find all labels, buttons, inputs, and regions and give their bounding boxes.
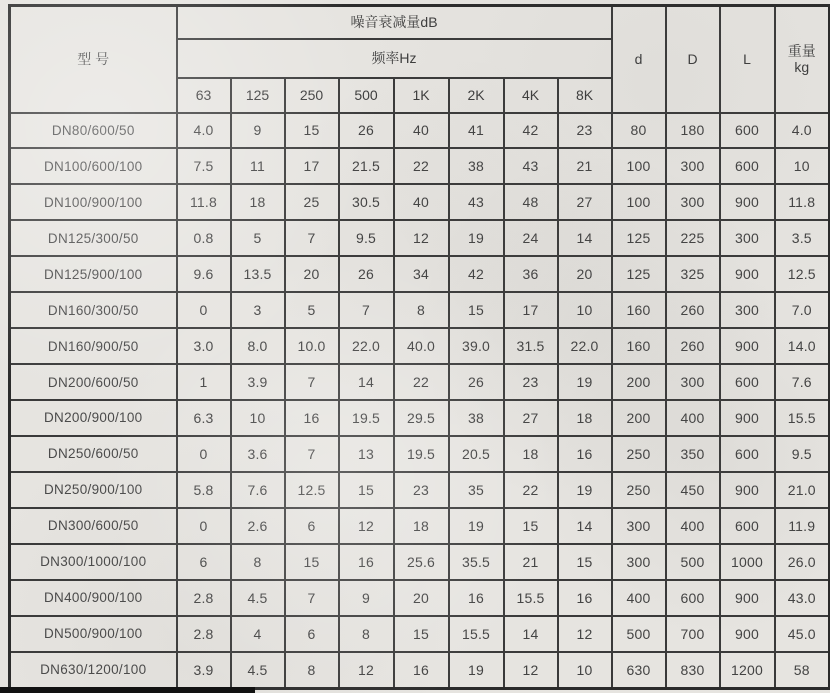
value-cell: 23 xyxy=(504,364,558,400)
value-cell: 8 xyxy=(285,652,339,689)
value-cell: 900 xyxy=(720,184,775,220)
value-cell: 7 xyxy=(339,292,394,328)
freq-col-125: 125 xyxy=(231,78,285,113)
table-row xyxy=(10,256,830,292)
value-cell: 16 xyxy=(558,436,612,472)
value-cell: 7 xyxy=(285,364,339,400)
model-cell: DN300/600/50 xyxy=(10,508,177,544)
value-cell: 9 xyxy=(231,113,285,149)
value-cell: 34 xyxy=(394,256,449,292)
value-cell: 25.6 xyxy=(394,544,449,580)
value-cell: 26.0 xyxy=(775,544,830,580)
value-cell: 900 xyxy=(720,616,775,652)
value-cell: 11.8 xyxy=(177,184,231,220)
value-cell: 20 xyxy=(558,256,612,292)
value-cell: 43.0 xyxy=(775,580,830,616)
table-row xyxy=(10,148,830,184)
value-cell: 29.5 xyxy=(394,400,449,436)
value-cell: 41 xyxy=(449,113,504,149)
value-cell: 19 xyxy=(558,364,612,400)
value-cell: 7.0 xyxy=(775,292,830,328)
value-cell: 26 xyxy=(449,364,504,400)
value-cell: 18 xyxy=(394,508,449,544)
model-cell: DN160/900/50 xyxy=(10,328,177,364)
value-cell: 21.0 xyxy=(775,472,830,508)
value-cell: 3.5 xyxy=(775,220,830,256)
value-cell: 45.0 xyxy=(775,616,830,652)
value-cell: 36 xyxy=(504,256,558,292)
value-cell: 6 xyxy=(285,616,339,652)
table-row xyxy=(10,184,830,220)
value-cell: 250 xyxy=(612,472,666,508)
value-cell: 1 xyxy=(177,364,231,400)
value-cell: 18 xyxy=(231,184,285,220)
value-cell: 40 xyxy=(394,113,449,149)
value-cell: 1000 xyxy=(720,544,775,580)
value-cell: 260 xyxy=(666,328,720,364)
value-cell: 15 xyxy=(285,544,339,580)
value-cell: 300 xyxy=(666,148,720,184)
value-cell: 600 xyxy=(666,580,720,616)
value-cell: 16 xyxy=(285,400,339,436)
value-cell: 15 xyxy=(558,544,612,580)
value-cell: 900 xyxy=(720,400,775,436)
value-cell: 900 xyxy=(720,256,775,292)
value-cell: 600 xyxy=(720,148,775,184)
model-cell: DN500/900/100 xyxy=(10,616,177,652)
value-cell: 3.9 xyxy=(177,652,231,689)
value-cell: 14 xyxy=(558,220,612,256)
value-cell: 8 xyxy=(231,544,285,580)
model-cell: DN80/600/50 xyxy=(10,113,177,149)
freq-col-1k: 1K xyxy=(394,78,449,113)
value-cell: 600 xyxy=(720,113,775,149)
value-cell: 300 xyxy=(612,544,666,580)
value-cell: 900 xyxy=(720,472,775,508)
value-cell: 500 xyxy=(666,544,720,580)
value-cell: 300 xyxy=(666,184,720,220)
value-cell: 200 xyxy=(612,400,666,436)
value-cell: 4.5 xyxy=(231,580,285,616)
value-cell: 16 xyxy=(558,580,612,616)
L-column-header: L xyxy=(720,6,775,113)
value-cell: 125 xyxy=(612,256,666,292)
value-cell: 40 xyxy=(394,184,449,220)
value-cell: 19 xyxy=(558,472,612,508)
value-cell: 10 xyxy=(231,400,285,436)
model-cell: DN100/600/100 xyxy=(10,148,177,184)
value-cell: 0.8 xyxy=(177,220,231,256)
value-cell: 10 xyxy=(558,292,612,328)
value-cell: 19.5 xyxy=(394,436,449,472)
value-cell: 11.8 xyxy=(775,184,830,220)
value-cell: 16 xyxy=(339,544,394,580)
value-cell: 100 xyxy=(612,184,666,220)
value-cell: 19.5 xyxy=(339,400,394,436)
value-cell: 22 xyxy=(394,364,449,400)
value-cell: 160 xyxy=(612,328,666,364)
value-cell: 25 xyxy=(285,184,339,220)
table-body xyxy=(10,113,830,689)
value-cell: 22.0 xyxy=(558,328,612,364)
value-cell: 9.5 xyxy=(775,436,830,472)
table-row xyxy=(10,400,830,436)
value-cell: 6 xyxy=(285,508,339,544)
value-cell: 10.0 xyxy=(285,328,339,364)
value-cell: 5 xyxy=(231,220,285,256)
value-cell: 2.8 xyxy=(177,616,231,652)
value-cell: 19 xyxy=(449,652,504,689)
model-cell: DN250/900/100 xyxy=(10,472,177,508)
value-cell: 35 xyxy=(449,472,504,508)
table-row xyxy=(10,113,830,149)
value-cell: 900 xyxy=(720,580,775,616)
weight-label: 重量 xyxy=(787,43,816,60)
model-cell: DN400/900/100 xyxy=(10,580,177,616)
value-cell: 2.8 xyxy=(177,580,231,616)
value-cell: 19 xyxy=(449,508,504,544)
value-cell: 12.5 xyxy=(285,472,339,508)
value-cell: 8 xyxy=(394,292,449,328)
scan-artifact-bar xyxy=(0,687,255,693)
value-cell: 325 xyxy=(666,256,720,292)
attenuation-header: 噪音衰减量dB xyxy=(177,6,612,39)
value-cell: 6.3 xyxy=(177,400,231,436)
model-cell: DN300/1000/100 xyxy=(10,544,177,580)
model-cell: DN200/900/100 xyxy=(10,400,177,436)
value-cell: 21.5 xyxy=(339,148,394,184)
value-cell: 11.9 xyxy=(775,508,830,544)
value-cell: 26 xyxy=(339,256,394,292)
value-cell: 23 xyxy=(394,472,449,508)
value-cell: 300 xyxy=(612,508,666,544)
value-cell: 42 xyxy=(504,113,558,149)
value-cell: 15.5 xyxy=(775,400,830,436)
value-cell: 400 xyxy=(666,508,720,544)
value-cell: 12 xyxy=(558,616,612,652)
weight-unit: kg xyxy=(794,59,810,76)
freq-col-500: 500 xyxy=(339,78,394,113)
value-cell: 9.5 xyxy=(339,220,394,256)
value-cell: 7 xyxy=(285,580,339,616)
value-cell: 12 xyxy=(394,220,449,256)
value-cell: 20 xyxy=(285,256,339,292)
value-cell: 18 xyxy=(504,436,558,472)
value-cell: 42 xyxy=(449,256,504,292)
model-cell: DN125/900/100 xyxy=(10,256,177,292)
value-cell: 500 xyxy=(612,616,666,652)
value-cell: 4 xyxy=(231,616,285,652)
frequency-header: 频率Hz xyxy=(177,39,612,78)
value-cell: 400 xyxy=(612,580,666,616)
value-cell: 125 xyxy=(612,220,666,256)
value-cell: 12 xyxy=(504,652,558,689)
value-cell: 8.0 xyxy=(231,328,285,364)
value-cell: 22.0 xyxy=(339,328,394,364)
value-cell: 39.0 xyxy=(449,328,504,364)
value-cell: 15 xyxy=(285,113,339,149)
value-cell: 15.5 xyxy=(449,616,504,652)
value-cell: 10 xyxy=(558,652,612,689)
D-column-header: D xyxy=(666,6,720,113)
table-row xyxy=(10,472,830,508)
value-cell: 38 xyxy=(449,148,504,184)
value-cell: 4.0 xyxy=(177,113,231,149)
table-row xyxy=(10,220,830,256)
value-cell: 600 xyxy=(720,364,775,400)
weight-column-header xyxy=(775,6,830,113)
table-row xyxy=(10,580,830,616)
value-cell: 260 xyxy=(666,292,720,328)
value-cell: 3 xyxy=(231,292,285,328)
value-cell: 900 xyxy=(720,328,775,364)
value-cell: 27 xyxy=(558,184,612,220)
value-cell: 9.6 xyxy=(177,256,231,292)
value-cell: 18 xyxy=(558,400,612,436)
model-cell: DN630/1200/100 xyxy=(10,652,177,689)
value-cell: 3.6 xyxy=(231,436,285,472)
value-cell: 7 xyxy=(285,436,339,472)
value-cell: 11 xyxy=(231,148,285,184)
value-cell: 26 xyxy=(339,113,394,149)
value-cell: 22 xyxy=(504,472,558,508)
value-cell: 6 xyxy=(177,544,231,580)
value-cell: 4.5 xyxy=(231,652,285,689)
value-cell: 27 xyxy=(504,400,558,436)
value-cell: 300 xyxy=(720,220,775,256)
value-cell: 830 xyxy=(666,652,720,689)
value-cell: 400 xyxy=(666,400,720,436)
value-cell: 0 xyxy=(177,292,231,328)
value-cell: 13.5 xyxy=(231,256,285,292)
value-cell: 14 xyxy=(504,616,558,652)
value-cell: 7 xyxy=(285,220,339,256)
value-cell: 300 xyxy=(720,292,775,328)
spec-table xyxy=(8,4,830,690)
value-cell: 12 xyxy=(339,508,394,544)
table-row xyxy=(10,328,830,364)
value-cell: 38 xyxy=(449,400,504,436)
value-cell: 15 xyxy=(339,472,394,508)
value-cell: 3.0 xyxy=(177,328,231,364)
value-cell: 21 xyxy=(558,148,612,184)
value-cell: 48 xyxy=(504,184,558,220)
value-cell: 15.5 xyxy=(504,580,558,616)
value-cell: 12.5 xyxy=(775,256,830,292)
value-cell: 20 xyxy=(394,580,449,616)
value-cell: 8 xyxy=(339,616,394,652)
value-cell: 700 xyxy=(666,616,720,652)
value-cell: 80 xyxy=(612,113,666,149)
value-cell: 450 xyxy=(666,472,720,508)
table-row xyxy=(10,652,830,689)
value-cell: 3.9 xyxy=(231,364,285,400)
value-cell: 15 xyxy=(449,292,504,328)
table-row xyxy=(10,436,830,472)
value-cell: 15 xyxy=(504,508,558,544)
value-cell: 250 xyxy=(612,436,666,472)
value-cell: 4.0 xyxy=(775,113,830,149)
model-column-header: 型 号 xyxy=(10,6,177,113)
value-cell: 225 xyxy=(666,220,720,256)
freq-col-2k: 2K xyxy=(449,78,504,113)
value-cell: 13 xyxy=(339,436,394,472)
value-cell: 14 xyxy=(558,508,612,544)
value-cell: 9 xyxy=(339,580,394,616)
d-column-header: d xyxy=(612,6,666,113)
value-cell: 23 xyxy=(558,113,612,149)
value-cell: 7.6 xyxy=(775,364,830,400)
value-cell: 10 xyxy=(775,148,830,184)
table-row xyxy=(10,364,830,400)
value-cell: 20.5 xyxy=(449,436,504,472)
value-cell: 43 xyxy=(504,148,558,184)
value-cell: 43 xyxy=(449,184,504,220)
value-cell: 180 xyxy=(666,113,720,149)
value-cell: 2.6 xyxy=(231,508,285,544)
value-cell: 1200 xyxy=(720,652,775,689)
value-cell: 630 xyxy=(612,652,666,689)
value-cell: 600 xyxy=(720,436,775,472)
value-cell: 58 xyxy=(775,652,830,689)
value-cell: 7.5 xyxy=(177,148,231,184)
table-row xyxy=(10,508,830,544)
value-cell: 0 xyxy=(177,508,231,544)
model-cell: DN200/600/50 xyxy=(10,364,177,400)
table-row xyxy=(10,292,830,328)
table-header xyxy=(10,6,830,113)
model-cell: DN125/300/50 xyxy=(10,220,177,256)
model-cell: DN100/900/100 xyxy=(10,184,177,220)
value-cell: 31.5 xyxy=(504,328,558,364)
value-cell: 300 xyxy=(666,364,720,400)
model-cell: DN160/300/50 xyxy=(10,292,177,328)
table-row xyxy=(10,616,830,652)
value-cell: 30.5 xyxy=(339,184,394,220)
value-cell: 22 xyxy=(394,148,449,184)
freq-col-8k: 8K xyxy=(558,78,612,113)
value-cell: 5 xyxy=(285,292,339,328)
value-cell: 15 xyxy=(394,616,449,652)
value-cell: 200 xyxy=(612,364,666,400)
value-cell: 35.5 xyxy=(449,544,504,580)
value-cell: 40.0 xyxy=(394,328,449,364)
freq-col-63: 63 xyxy=(177,78,231,113)
value-cell: 24 xyxy=(504,220,558,256)
value-cell: 16 xyxy=(394,652,449,689)
value-cell: 600 xyxy=(720,508,775,544)
value-cell: 16 xyxy=(449,580,504,616)
model-cell: DN250/600/50 xyxy=(10,436,177,472)
freq-col-250: 250 xyxy=(285,78,339,113)
value-cell: 14.0 xyxy=(775,328,830,364)
value-cell: 14 xyxy=(339,364,394,400)
value-cell: 0 xyxy=(177,436,231,472)
table-row xyxy=(10,544,830,580)
value-cell: 5.8 xyxy=(177,472,231,508)
value-cell: 19 xyxy=(449,220,504,256)
value-cell: 160 xyxy=(612,292,666,328)
value-cell: 100 xyxy=(612,148,666,184)
freq-col-4k: 4K xyxy=(504,78,558,113)
value-cell: 21 xyxy=(504,544,558,580)
value-cell: 350 xyxy=(666,436,720,472)
value-cell: 17 xyxy=(504,292,558,328)
value-cell: 17 xyxy=(285,148,339,184)
value-cell: 7.6 xyxy=(231,472,285,508)
value-cell: 12 xyxy=(339,652,394,689)
